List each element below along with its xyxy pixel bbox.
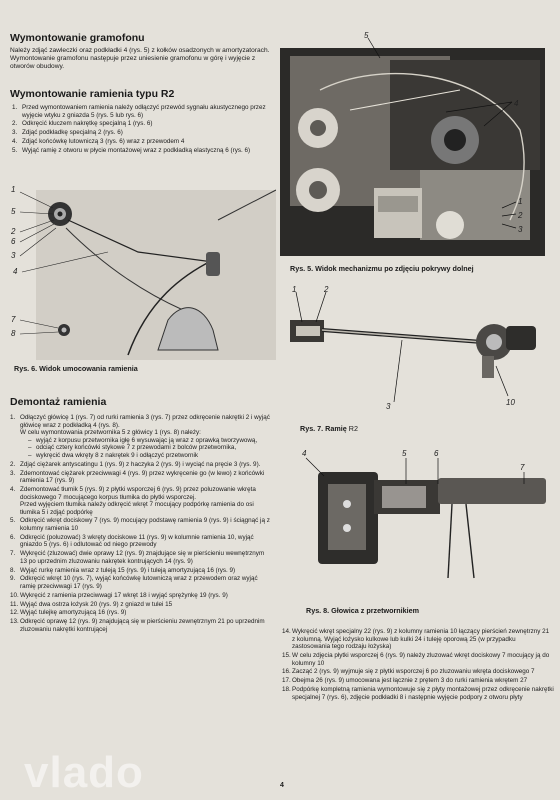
step-note: Przed wyjęciem tłumika należy odkręcić wkręt 7 mocujący podpórkę ramienia do osi tłumika 5 i zdjąć podpórkę bbox=[20, 501, 254, 516]
figure-8-caption: Rys. 8. Głowica z przetwornikiem bbox=[306, 606, 420, 615]
step-number: 3. bbox=[10, 469, 16, 477]
sub-step: – wykręcić dwa wkręty 8 z nakrętek 9 i odłączyć przetwornik bbox=[28, 452, 272, 460]
step-text: Podpórkę kompletną ramienia wymontowuje się z płyty montażowej przez odkręcenie nakrętki specjalnej 7 (rys. 6), zdjęcie podkładki 8 i następnie wyjęcie podpory z otworu płyty bbox=[292, 685, 554, 701]
step-number: 12. bbox=[10, 609, 19, 617]
sub-steps bbox=[20, 437, 272, 460]
step-text: Zdemontować ciężarek przeciwwagi 4 (rys. 9) przez wykręcenie go (w lewo) z końcówki ramienia 17 (rys. 9) bbox=[20, 469, 265, 485]
fig6-label: 1 bbox=[11, 185, 16, 194]
fig6-label: 5 bbox=[11, 207, 16, 216]
list-item bbox=[10, 470, 272, 485]
step-number: 5. bbox=[10, 517, 16, 525]
list-item bbox=[282, 677, 554, 685]
section-title-arm-disassembly: Demontaż ramienia bbox=[10, 396, 107, 408]
list-item bbox=[10, 550, 272, 565]
list-item bbox=[282, 652, 554, 667]
list-item bbox=[10, 517, 272, 532]
figure-7-caption-suffix: R2 bbox=[348, 424, 358, 433]
step-text: Zdjąć ciężarek antyscatingu 1 (rys. 9) z haczyka 2 (rys. 9) i wyciąć na pręcie 3 (rys. 9). bbox=[20, 460, 261, 468]
step-text: Odkręcić (poluzować) 3 wkręty dociskowe 11 (rys. 9) w kolumnie ramienia 10, wyjąć gniazdo 5 (rys. 6) i odlutować od niego przewody bbox=[20, 533, 254, 549]
list-item: 1. Przed wymontowaniem ramienia należy odłączyć przewód sygnału akustycznego przez wyjęcie wtyku z gniazda 5 (rys. 5 lub rys. 6) bbox=[12, 104, 266, 119]
figure-5-mechanism bbox=[280, 30, 556, 262]
list-item: 5. Wyjąć ramię z otworu w płycie montażowej wraz z podkładką elastyczną 6 (rys. 6) bbox=[12, 146, 251, 154]
list-item bbox=[10, 567, 272, 575]
list-item bbox=[10, 534, 272, 549]
fig6-label: 3 bbox=[11, 251, 16, 260]
step-number: 2. bbox=[10, 460, 16, 468]
step-number: 11. bbox=[10, 600, 19, 608]
step-number: 16. bbox=[282, 668, 291, 676]
list-item bbox=[282, 628, 554, 651]
list-item bbox=[10, 414, 272, 460]
disassembly-steps-right bbox=[282, 628, 554, 702]
step-text: Wyjąć tulejkę amortyzującą 16 (rys. 9) bbox=[20, 609, 127, 617]
fig8-label: 7 bbox=[520, 463, 525, 472]
step-text: Odkręcić oprawę 12 (rys. 9) znajdującą się w pierścieniu zewnętrznym 21 po uprzednim zluzowaniu nakrętki kontrującej bbox=[20, 618, 265, 633]
step-text: Odkręcić wkręt 10 (rys. 7), wyjąć końcówkę lutowniczą wraz z przewodem oraz wyjąć ramię przeciwwagi 17 (rys. 9) bbox=[20, 575, 258, 590]
fig5-label: 3 bbox=[518, 225, 523, 234]
list-item bbox=[10, 592, 272, 600]
step-number: 7. bbox=[10, 550, 16, 558]
step-number: 15. bbox=[282, 651, 291, 659]
step-number: 10. bbox=[10, 591, 19, 599]
fig5-label: 1 bbox=[518, 197, 523, 206]
fig7-label: 10 bbox=[506, 398, 515, 407]
list-item bbox=[282, 668, 554, 676]
section-title-arm-removal: Wymontowanie ramienia typu R2 bbox=[10, 88, 175, 100]
step-text: W celu zdjęcia płytki wsporczej 6 (rys. 9) należy zluzować wkręt dociskowy 7 mocujący ją do kolumny 10 bbox=[292, 651, 550, 667]
step-text: Obejma 26 (rys. 9) umocowana jest łącznie z prętem 3 do rurki ramienia wkrętem 27 bbox=[292, 677, 528, 685]
step-text: Wykręcić z ramienia przeciwwagi 17 wkręt 18 i wyjąć sprężynkę 19 (rys. 9) bbox=[20, 591, 228, 599]
fig8-label: 6 bbox=[434, 449, 439, 458]
list-item bbox=[10, 486, 272, 516]
fig5-label: 4 bbox=[514, 99, 519, 108]
figure-7-caption bbox=[300, 424, 358, 433]
step-text: Zdemontować tłumik 5 (rys. 9) z płytki wsporczej 6 (rys. 9) przez poluzowanie wkręta dociskowego 7 mocującego korpus tłumika do płytki wsporczej. bbox=[20, 485, 256, 501]
step-text: Odłączyć główicę 1 (rys. 7) od rurki ramienia 3 (rys. 7) przez odkręcenie nakrętki 2 i wyjąć główicę wraz z podkładką 4 (rys. 8). bbox=[20, 414, 270, 429]
step-number: 13. bbox=[10, 618, 19, 626]
fig6-label: 2 bbox=[11, 227, 16, 236]
list-item bbox=[10, 461, 272, 469]
arm-removal-steps bbox=[12, 104, 274, 156]
fig8-label: 5 bbox=[402, 449, 407, 458]
section-title-gramophone: Wymontowanie gramofonu bbox=[10, 32, 145, 44]
list-item bbox=[282, 686, 554, 701]
fig7-label: 2 bbox=[324, 285, 329, 294]
fig8-label: 4 bbox=[302, 449, 307, 458]
list-item bbox=[10, 575, 272, 590]
figure-8-head bbox=[288, 444, 556, 604]
watermark: vlado bbox=[24, 748, 144, 797]
figure-6-arm-mounting bbox=[8, 180, 276, 360]
list-item: 4. Zdjąć końcówkę lutowniczą 3 (rys. 6) wraz z przewodem 4 bbox=[12, 137, 185, 145]
fig5-label: 5 bbox=[364, 31, 369, 40]
step-text: Wyjąć dwa ostrza łożysk 20 (rys. 9) z gniazd w tulei 15 bbox=[20, 600, 173, 608]
fig6-label: 8 bbox=[11, 329, 16, 338]
list-item bbox=[10, 609, 272, 617]
fig6-label: 7 bbox=[11, 315, 16, 324]
disassembly-steps-left bbox=[10, 414, 272, 634]
section-text-gramophone: Należy zdjąć zawleczki oraz podkładki 4 (rys. 5) z kołków osadzonych w amortyzatorach. Wymontowanie gramofonu następuje przez uniesienie gramofonu w górę i wyjęcie z otworów obudowy. bbox=[10, 47, 270, 70]
figure-7-caption-prefix: Rys. 7. Ramię bbox=[300, 424, 347, 433]
step-number: 9. bbox=[10, 575, 16, 583]
fig7-label: 1 bbox=[292, 285, 297, 294]
step-number: 18. bbox=[282, 685, 291, 693]
step-number: 17. bbox=[282, 677, 291, 685]
list-item bbox=[10, 601, 272, 609]
fig6-label: 4 bbox=[13, 267, 18, 276]
step-number: 4. bbox=[10, 485, 16, 493]
step-text: Wyjąć rurkę ramienia wraz z tuleją 15 (rys. 9) i tuleją amortyzującą 16 (rys. 9) bbox=[20, 566, 236, 574]
step-note: W celu wymontowania przetwornika 5 z główicy 1 (rys. 8) należy: bbox=[20, 429, 201, 437]
step-text: Wykręcić (zluzować) dwie oprawy 12 (rys. 9) znajdujące się w pierścieniu wewnętrznym 13 po uprzednim zluzowaniu nakrętek kontrujących 14 (rys. 9) bbox=[20, 550, 265, 565]
list-item bbox=[10, 618, 272, 633]
step-number: 6. bbox=[10, 533, 16, 541]
step-number: 8. bbox=[10, 566, 16, 574]
step-text: Wykręcić wkręt specjalny 22 (rys. 9) z kolumny ramienia 10 łączący pierścień zewnętrzny 21 z kolumną. Wyjąć łożysko kulkowe lub kulki 24 i tuleję oporową 25 (w przypadku zastosowania tego rodzaju łożyska) bbox=[292, 628, 550, 651]
list-item: 3. Zdjąć podkładkę specjalną 2 (rys. 6) bbox=[12, 129, 123, 137]
fig6-label: 6 bbox=[11, 237, 16, 246]
step-text: Zacząć 2 (rys. 9) wyjmuje się z płytki wsporczej 6 po zluzowaniu wkręta dociskowego 7 bbox=[292, 668, 535, 676]
fig5-label: 2 bbox=[518, 211, 523, 220]
figure-7-arm bbox=[282, 282, 554, 412]
list-item: 2. Odkręcić kluczem nakrętkę specjalną 1 (rys. 6) bbox=[12, 120, 153, 128]
page-number: 4 bbox=[280, 782, 284, 789]
figure-5-caption: Rys. 5. Widok mechanizmu po zdjęciu pokrywy dolnej bbox=[290, 264, 474, 273]
sub-step: – odciąć cztery końcówki stykowe 7 z przewodami z bolców przetwornika, bbox=[28, 444, 272, 452]
fig7-label: 3 bbox=[386, 402, 391, 411]
step-number: 1. bbox=[10, 414, 16, 421]
step-number: 14. bbox=[282, 628, 291, 635]
figure-6-caption: Rys. 6. Widok umocowania ramienia bbox=[14, 364, 138, 373]
sub-step: – wyjąć z korpusu przetwornika igłę 6 wysuwając ją wraz z oprawką tworzywową, bbox=[28, 437, 272, 445]
step-text: Odkręcić wkręt dociskowy 7 (rys. 9) mocujący podstawę ramienia 9 (rys. 9) i ściągnąć ją z kolumny ramienia 10 bbox=[20, 517, 270, 533]
